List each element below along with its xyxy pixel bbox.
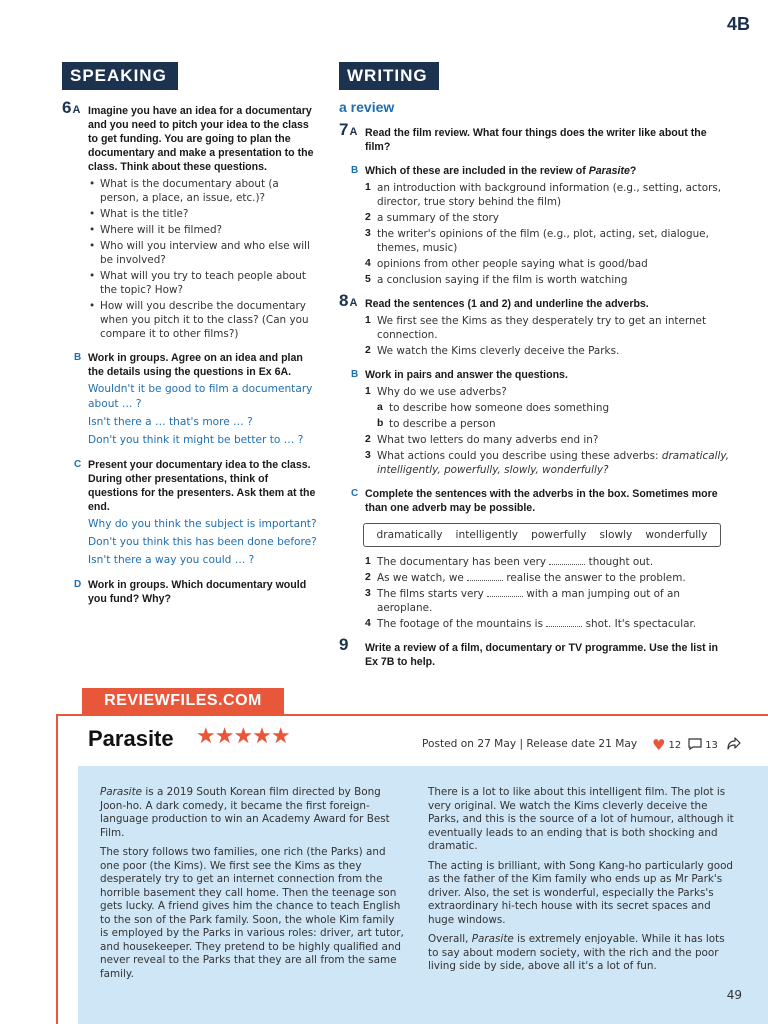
list-item: 2 a summary of the story [365,212,499,224]
exercise-8b [339,368,731,477]
review-paragraph: There is a lot to like about this intelligent film. The plot is very original. We watch the Kims cleverly deceive the Parks, and this is the source of a lot of humour, although it eventually leads to an ending that is both shocking and dramatic. [428,786,734,852]
exercise-number: 6A [62,98,81,117]
useful-phrase: Why do you think the subject is important? [88,518,317,530]
useful-phrase: Wouldn't it be good to film a documentary about … ? [88,383,313,410]
posted-info: Posted on 27 May | Release date 21 May [422,738,638,750]
useful-phrase: Don't you think this has been done before? [88,536,317,548]
sub-item: b to describe a person [377,418,496,430]
comment-count: 13 [705,739,718,751]
list-item: 3 the writer's opinions of the film (e.g., plot, acting, set, dialogue, themes, music) [365,228,709,254]
answer-blank[interactable] [549,555,585,565]
exercise-number: 7A [339,120,358,139]
list-item: 2 What two letters do many adverbs end in? [365,434,599,446]
social-bar [652,736,741,754]
exercise-6c-instruction: Present your documentary idea to the class. During other presentations, think of questions for the presenters. Ask them at the end. [88,459,316,513]
list-item: • What is the documentary about (a person, a place, an issue, etc.)? [100,177,318,205]
list-item: 5 a conclusion saying if the film is worth watching [365,274,628,286]
list-item: 2 As we watch, we realise the answer to the problem. [365,572,686,584]
word-box-item: wonderfully [645,529,708,541]
adverb-word-box [363,523,721,547]
review-panel [56,714,768,1024]
review-column-right [428,786,734,980]
writing-heading: WRITING [339,62,439,90]
exercise-7b-instruction: Which of these are included in the review of Parasite? [365,165,637,177]
exercise-7b [339,164,731,287]
list-item: • Who will you interview and who else will be involved? [100,239,318,267]
list-item: • What will you try to teach people about the topic? How? [100,269,318,297]
list-item: 4 opinions from other people saying what is good/bad [365,258,648,270]
exercise-letter: C [351,488,359,499]
exercise-letter: B [351,165,359,176]
exercise-letter: B [351,369,359,380]
list-item: • What is the title? [100,207,318,221]
question-list [100,177,318,341]
speaking-heading: SPEAKING [62,62,178,90]
exercise-number: 9 [339,635,349,654]
exercise-8c [339,487,731,631]
review-column-left [100,786,406,987]
exercise-6c [62,458,318,568]
list-item: • How will you describe the documentary when you pitch it to the class? (Can you compare it to other films?) [100,299,318,341]
question-list [365,385,731,477]
word-box-item: intelligently [455,529,519,541]
checklist [365,181,731,287]
exercise-9-instruction: Write a review of a film, documentary or TV programme. Use the list in Ex 7B to help. [365,642,719,668]
list-item: • Where will it be filmed? [100,223,318,237]
list-item: 3 What actions could you describe using these adverbs: dramatically, intelligently, powerfully, slowly, wonderfully? [365,450,730,476]
exercise-6d-instruction: Work in groups. Which documentary would you fund? Why? [88,579,307,605]
list-item: 3 The films starts very with a man jumping out of an aeroplane. [365,588,680,614]
exercise-8a-instruction: Read the sentences (1 and 2) and underline the adverbs. [365,298,649,310]
sentence-list [365,314,731,358]
comment-icon[interactable] [688,738,702,753]
list-item: 2 We watch the Kims cleverly deceive the Parks. [365,345,620,357]
review-site-tab: REVIEWFILES.COM [82,688,284,715]
exercise-letter: C [74,459,82,470]
page-number: 49 [726,988,742,1002]
writing-subheading: a review [339,99,395,115]
exercise-7a [339,120,731,154]
exercise-8a [339,291,731,358]
answer-blank[interactable] [487,587,523,597]
useful-phrase: Isn't there a way you could … ? [88,554,255,566]
writing-column [339,120,731,679]
exercise-6b-instruction: Work in groups. Agree on an idea and plan the details using the questions in Ex 6A. [88,352,303,378]
review-title: Parasite [88,726,174,751]
review-paragraph: The acting is brilliant, with Song Kang-ho particularly good as the father of the Kim family who ends up as Mr Park's driver. Also, the set is wonderful, especially the Parks's extraordinary hi-tech house with its secret spaces and huge windows. [428,859,734,926]
exercise-7a-instruction: Read the film review. What four things does the writer like about the film? [365,127,707,153]
share-icon[interactable] [727,737,741,753]
useful-phrase: Don't you think it might be better to … ? [88,434,304,446]
list-item: 1 The documentary has been very thought out. [365,556,654,568]
review-paragraph: Overall, Parasite is extremely enjoyable. While it has lots to say about modern society, with the rich and the poor living side by side, above all it's a lot of fun. [428,933,725,972]
useful-phrase: Isn't there a … that's more … ? [88,416,253,428]
review-paragraph: Parasite is a 2019 South Korean film directed by Bong Joon-ho. A dark comedy, it became the first foreign-language production to win an Academy Award for Best Film. [100,786,390,839]
list-item: 1 Why do we use adverbs? a to describe how someone does something b to describe a person [365,385,731,431]
exercise-8b-instruction: Work in pairs and answer the questions. [365,369,568,381]
exercise-letter: B [74,352,82,363]
word-box-item: slowly [599,529,633,541]
word-box-item: powerfully [531,529,587,541]
review-body [78,766,768,1024]
review-paragraph: The story follows two families, one rich (the Parks) and one poor (the Kims). We first see the Kims as they desperately try to get an internet connection from the horrible basement they call home. Then the teenage son gets lucky. A friend gives him the chance to teach English to the son of the Park family. Soon, the whole Kim family is employed by the Parks in various roles: driver, art tutor, and housekeeper. They pretend to be highly qualified and never reveal to the Parks that they are all from the same family. [100,846,404,980]
exercise-letter: D [74,579,82,590]
answer-blank[interactable] [467,571,503,581]
exercise-6b [62,351,318,448]
list-item: 1 We first see the Kims as they desperately try to get an internet connection. [365,315,707,341]
speaking-column [62,98,318,616]
heart-icon[interactable]: ♥ [652,736,666,754]
exercise-8c-instruction: Complete the sentences with the adverbs in the box. Sometimes more than one adverb may be possible. [365,488,718,514]
list-item: 4 The footage of the mountains is shot. It's spectacular. [365,618,697,630]
exercise-6a [62,98,318,341]
exercise-number: 8A [339,291,358,310]
unit-label: 4B [726,14,750,34]
list-item: 1 an introduction with background information (e.g., setting, actors, director, true story behind the film) [365,182,722,208]
exercise-6a-instruction: Imagine you have an idea for a documentary and you need to pitch your idea to the class to get funding. You are going to plan the documentary and make a presentation to the class. Think about these questions. [88,105,314,173]
word-box-item: dramatically [376,529,443,541]
like-count: 12 [668,739,682,751]
exercise-6d [62,578,318,606]
answer-blank[interactable] [546,617,582,627]
exercise-9 [339,635,731,669]
star-rating: ★★★★★ [196,724,290,749]
sub-item: a to describe how someone does something [377,402,610,414]
gap-fill-list [365,555,731,631]
